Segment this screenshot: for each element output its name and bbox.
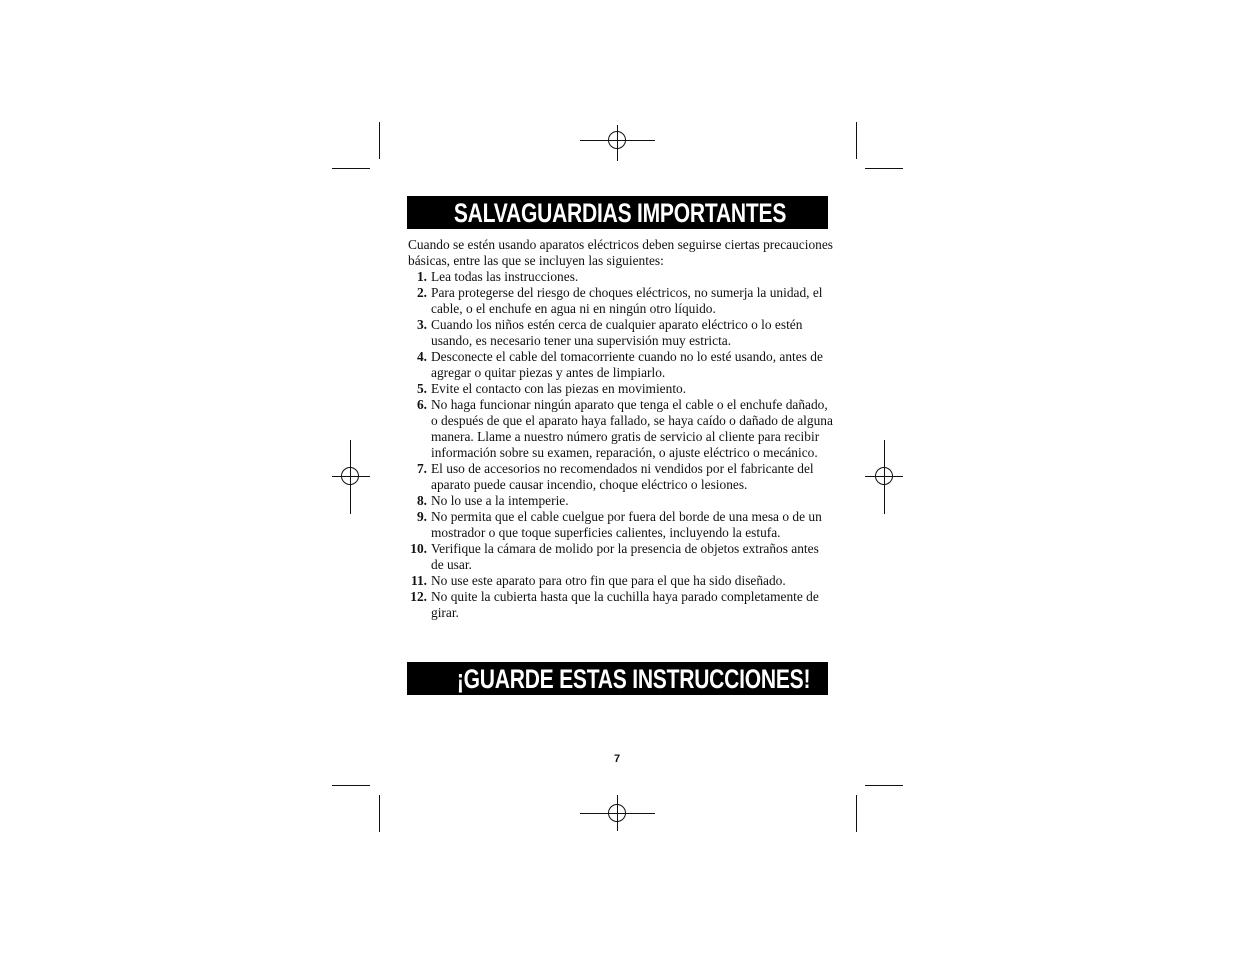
crop-mark-top-right-vertical: [856, 122, 857, 159]
item-text: El uso de accesorios no recomendados ni vendidos por el fabricante del aparato puede causar incendio, choque eléctrico o lesiones.: [431, 461, 814, 492]
item-text: No use este aparato para otro fin que para el que ha sido diseñado.: [431, 573, 786, 588]
safeguards-content: [408, 237, 833, 621]
crop-mark-top-right-horizontal: [865, 168, 903, 169]
item-number: 4.: [416, 349, 427, 364]
item-number: 2.: [416, 285, 427, 300]
item-text: No lo use a la intemperie.: [431, 493, 569, 508]
crop-mark-bottom-right-vertical: [856, 795, 857, 832]
list-item: [408, 493, 833, 509]
list-item: [408, 269, 833, 285]
closing-title: ¡GUARDE ESTAS INSTRUCCIONES!: [456, 664, 811, 694]
list-item: [408, 589, 833, 621]
item-number: 5.: [416, 381, 427, 396]
list-item: [408, 381, 833, 397]
item-number: 11.: [411, 573, 427, 588]
crop-mark-bottom-right-horizontal: [865, 785, 903, 786]
item-text: Evite el contacto con las piezas en movimiento.: [431, 381, 687, 396]
crop-mark-top-left-vertical: [379, 122, 380, 159]
page-title: SALVAGUARDIAS IMPORTANTES: [453, 198, 787, 228]
crop-mark-bottom-left-vertical: [379, 795, 380, 832]
list-item: [408, 541, 833, 573]
item-text: Cuando los niños estén cerca de cualquier aparato eléctrico o lo estén usando, es necesario tener una supervisión muy estricta.: [431, 317, 803, 348]
item-text: No permita que el cable cuelgue por fuera del borde de una mesa o de un mostrador o que toque superficies calientes, incluyendo la estufa.: [431, 509, 822, 540]
title-banner: [407, 196, 828, 229]
item-number: 8.: [416, 493, 427, 508]
item-number: 1.: [416, 269, 427, 284]
safeguards-list: [408, 269, 833, 621]
list-item: [408, 317, 833, 349]
closing-banner: [407, 662, 828, 695]
item-text: Para protegerse del riesgo de choques eléctricos, no sumerja la unidad, el cable, o el enchufe en agua ni en ningún otro líquido.: [431, 285, 823, 316]
list-item: [408, 461, 833, 493]
list-item: [408, 573, 833, 589]
crop-mark-top-left-horizontal: [332, 168, 370, 169]
intro-paragraph: Cuando se estén usando aparatos eléctricos deben seguirse ciertas precauciones básicas, entre las que se incluyen las siguientes:: [408, 237, 833, 268]
page-number: 7: [613, 753, 621, 765]
item-text: Lea todas las instrucciones.: [431, 269, 579, 284]
list-item: [408, 285, 833, 317]
crop-mark-bottom-left-horizontal: [332, 785, 370, 786]
list-item: [408, 509, 833, 541]
item-number: 6.: [416, 397, 427, 412]
item-number: 9.: [416, 509, 427, 524]
list-item: [408, 397, 833, 461]
list-item: [408, 349, 833, 381]
item-number: 12.: [410, 589, 427, 604]
item-text: Desconecte el cable del tomacorriente cuando no lo esté usando, antes de agregar o quitar piezas y antes de limpiarlo.: [431, 349, 823, 380]
item-number: 10.: [410, 541, 427, 556]
item-text: No quite la cubierta hasta que la cuchilla haya parado completamente de girar.: [431, 589, 819, 620]
item-number: 7.: [416, 461, 427, 476]
item-text: No haga funcionar ningún aparato que tenga el cable o el enchufe dañado, o después de que el aparato haya fallado, se haya caído o dañado de alguna manera. Llame a nuestro número gratis de servicio al cliente para recibir información sobre su examen, reparación, o ajuste eléctrico o mecánico.: [431, 397, 833, 460]
item-number: 3.: [416, 317, 427, 332]
item-text: Verifique la cámara de molido por la presencia de objetos extraños antes de usar.: [431, 541, 819, 572]
